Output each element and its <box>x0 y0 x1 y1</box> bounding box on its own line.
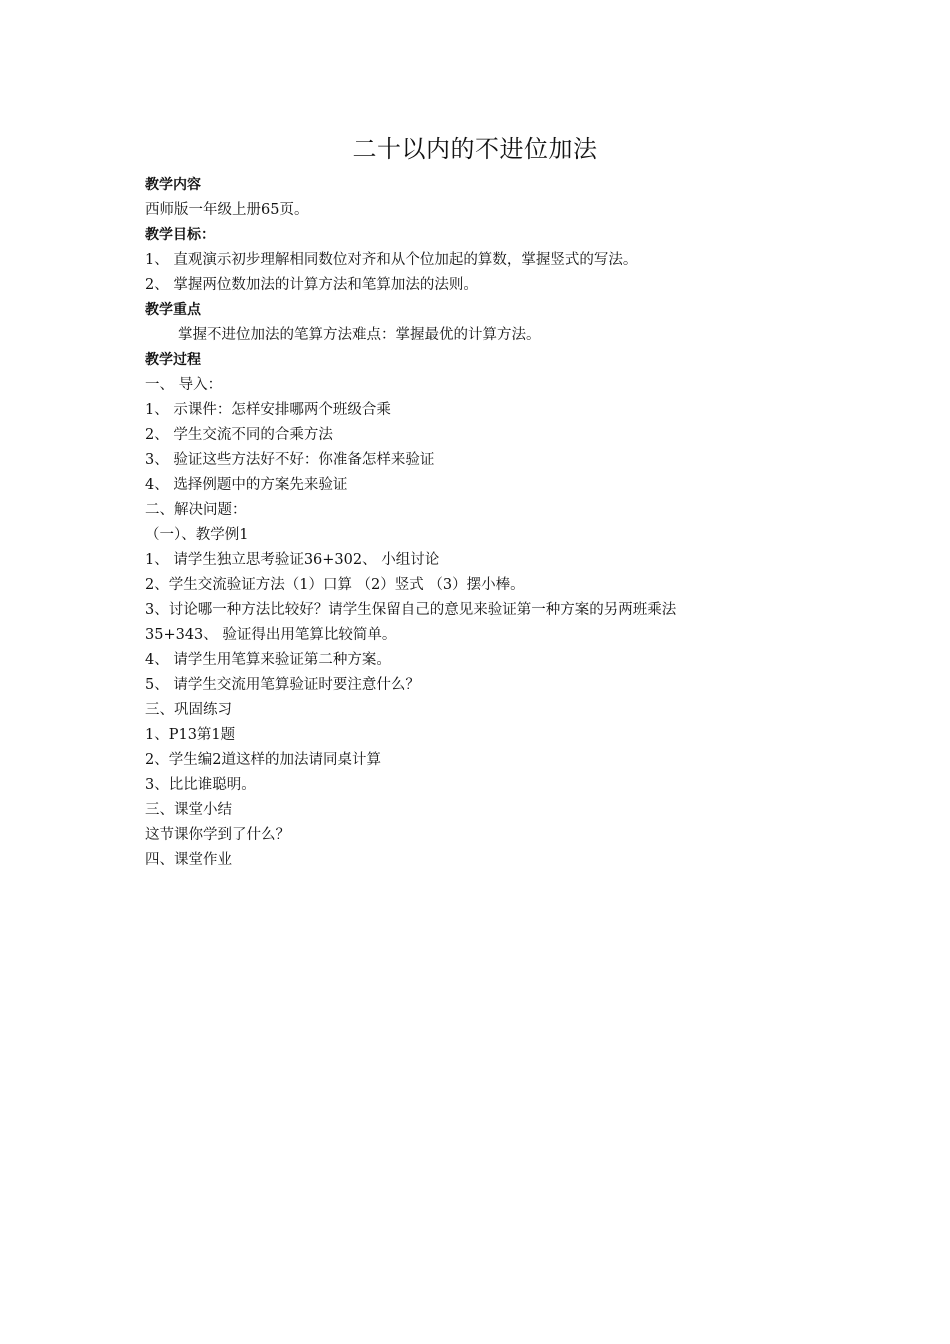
body-line: 西师版一年级上册65页。 <box>145 202 309 218</box>
body-line: 1、 请学生独立思考验证36+302、 小组讨论 <box>145 552 440 568</box>
body-line: 35+343、 验证得出用笔算比较简单。 <box>145 627 397 643</box>
body-line: 5、 请学生交流用笔算验证时要注意什么？ <box>145 677 420 693</box>
body-line: 2、 掌握两位数加法的计算方法和笔算加法的法则。 <box>145 277 478 293</box>
section-heading: 教学重点 <box>145 302 201 318</box>
body-line: 1、 直观演示初步理解相同数位对齐和从个位加起的算数，掌握竖式的写法。 <box>145 252 638 268</box>
body-line: 四、课堂作业 <box>145 852 232 868</box>
body-line: 3、比比谁聪明。 <box>145 777 256 793</box>
body-line: 3、 验证这些方法好不好：你准备怎样来验证 <box>145 452 435 468</box>
body-line: 1、 示课件：怎样安排哪两个班级合乘 <box>145 402 391 418</box>
document-title: 二十以内的不进位加法 <box>352 135 598 163</box>
body-line: 2、学生交流验证方法（1）口算 （2）竖式 （3）摆小棒。 <box>145 577 525 593</box>
body-line: 4、 选择例题中的方案先来验证 <box>145 477 348 493</box>
body-line-indented: 掌握不进位加法的笔算方法难点：掌握最优的计算方法。 <box>178 327 541 343</box>
body-line: 2、 学生交流不同的合乘方法 <box>145 427 333 443</box>
document-body <box>145 173 815 873</box>
body-line: 4、 请学生用笔算来验证第二种方案。 <box>145 652 391 668</box>
body-line: 一、 导入： <box>145 377 223 393</box>
body-line: 三、巩固练习 <box>145 702 232 718</box>
body-line: 2、学生编2道这样的加法请同桌计算 <box>145 752 381 768</box>
body-line: 1、P13第1题 <box>145 727 236 743</box>
section-heading: 教学目标： <box>145 227 215 243</box>
body-line: 3、讨论哪一种方法比较好？请学生保留自己的意见来验证第一种方案的另两班乘法 <box>145 602 677 618</box>
body-line: 这节课你学到了什么？ <box>145 827 290 843</box>
section-heading: 教学过程 <box>145 352 201 368</box>
body-line: 二、解决问题： <box>145 502 247 518</box>
section-heading: 教学内容 <box>145 177 201 193</box>
body-line: （一）、教学例1 <box>145 527 249 543</box>
body-line: 三、课堂小结 <box>145 802 232 818</box>
